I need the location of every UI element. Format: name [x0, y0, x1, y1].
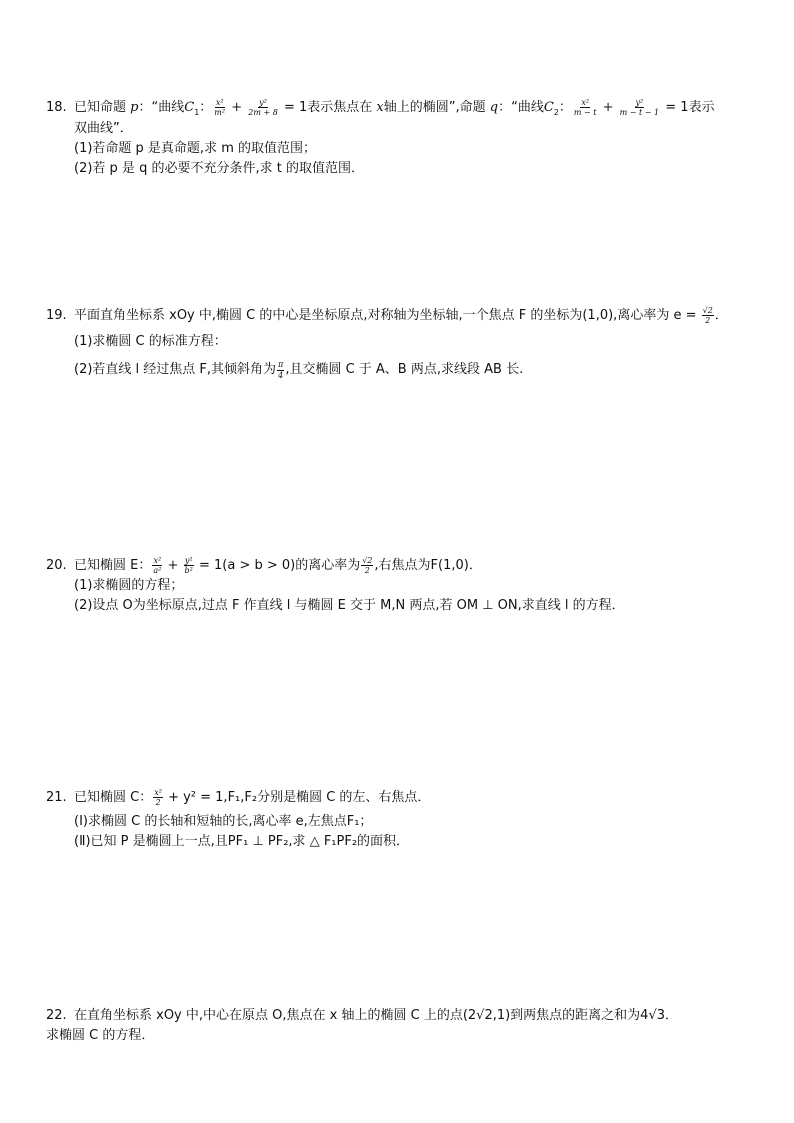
- problem-20-sub2: (2)设点 O为坐标原点,过点 F 作直线 l 与椭圆 E 交于 M,N 两点,若 OM ⊥ ON,求直线 l 的方程．: [74, 598, 625, 614]
- fraction: $\frac{\text{y²}}{m - t - 1}$: [619, 98, 660, 118]
- problem-20-stem: 20. 已知椭圆 E： $\frac{\text{x²}}{\text{a²}}$ + $\frac{\text{y²}}{\text{b²}}$ = 1(a > b > 0)的离心率为 $\frac{√2}{2}$ ,右焦点为F(1,0)．: [46, 556, 482, 576]
- fraction: $\frac{\pi}{4}$: [278, 360, 284, 380]
- problem-21-sub2: (Ⅱ)已知 P 是椭圆上一点,且PF₁ ⊥ PF₂,求 △ F₁PF₂的面积．: [74, 834, 410, 850]
- fraction: $\frac{\text{x²}}{\text{m²}}$: [214, 98, 226, 118]
- fraction: $\frac{\text{y²}}{\text{b²}}$: [184, 556, 193, 576]
- fraction: $\frac{\text{y²}}{2m + 8}$: [248, 98, 278, 118]
- problem-number: 21.: [46, 790, 67, 806]
- fraction: $\frac{\text{x²}}{2}$: [154, 788, 162, 808]
- fraction: $\frac{\text{x²}}{\text{a²}}$: [153, 556, 162, 576]
- problem-18: [46, 98, 752, 180]
- fraction: $\frac{√2}{2}$: [362, 556, 373, 576]
- problem-22: [46, 1006, 752, 1046]
- problem-number: 19.: [46, 308, 67, 324]
- problem-18-stem: 18. 已知命题 p：“曲线$C_1$： $\frac{\text{x²}}{\text{m²}}$ + $\frac{\text{y²}}{2m + 8}$ = 1表示焦点在 x轴上的椭圆”,命题 q：“曲线$C_2$： $\frac{\text{x²}}{m - t}$ + $\frac{\text{y²}}{m - t - 1}$ = 1表示: [46, 98, 715, 118]
- problem-20-sub1: (1)求椭圆的方程；: [74, 578, 184, 594]
- fraction: $\frac{\text{x²}}{m - t}$: [573, 98, 597, 118]
- problem-number: 20.: [46, 558, 67, 574]
- problem-19: [46, 306, 752, 381]
- problem-18-sub2: (2)若 p 是 q 的必要不充分条件,求 t 的取值范围．: [74, 161, 364, 177]
- problem-number: 18.: [46, 100, 67, 116]
- problem-number: 22.: [46, 1008, 67, 1023]
- problem-21-stem: 21. 已知椭圆 C： $\frac{\text{x²}}{2}$ + y² = 1,F₁,F₂分别是椭圆 C 的左、右焦点．: [46, 788, 431, 808]
- problem-19-stem: 19. 平面直角坐标系 xOy 中,椭圆 C 的中心是坐标原点,对称轴为坐标轴,一个焦点 F 的坐标为(1,0),离心率为 e = $\frac{√2}{2}$ ．: [46, 306, 728, 326]
- problem-21: [46, 788, 752, 853]
- problem-20: [46, 556, 752, 617]
- problem-21-sub1: (Ⅰ)求椭圆 C 的长轴和短轴的长,离心率 e,左焦点F₁；: [74, 814, 373, 830]
- problem-18-stem-cont: 双曲线”．: [74, 121, 133, 137]
- problem-22-stem: 22. 在直角坐标系 xOy 中,中心在原点 O,焦点在 x 轴上的椭圆 C 上的点(2√2,1)到两焦点的距离之和为4√3．: [46, 1006, 752, 1026]
- fraction: $\frac{√2}{2}$: [702, 306, 713, 326]
- problem-19-sub1: (1)求椭圆 C 的标准方程：: [74, 334, 227, 350]
- problem-18-sub1: (1)若命题 p 是真命题,求 m 的取值范围；: [74, 141, 316, 157]
- problem-22-stem-cont: 求椭圆 C 的方程．: [46, 1028, 155, 1044]
- problem-19-sub2: (2)若直线 l 经过焦点 F,其倾斜角为 $\frac{\pi}{4}$ ,且交椭圆 C 于 A、B 两点,求线段 AB 长.: [74, 360, 524, 380]
